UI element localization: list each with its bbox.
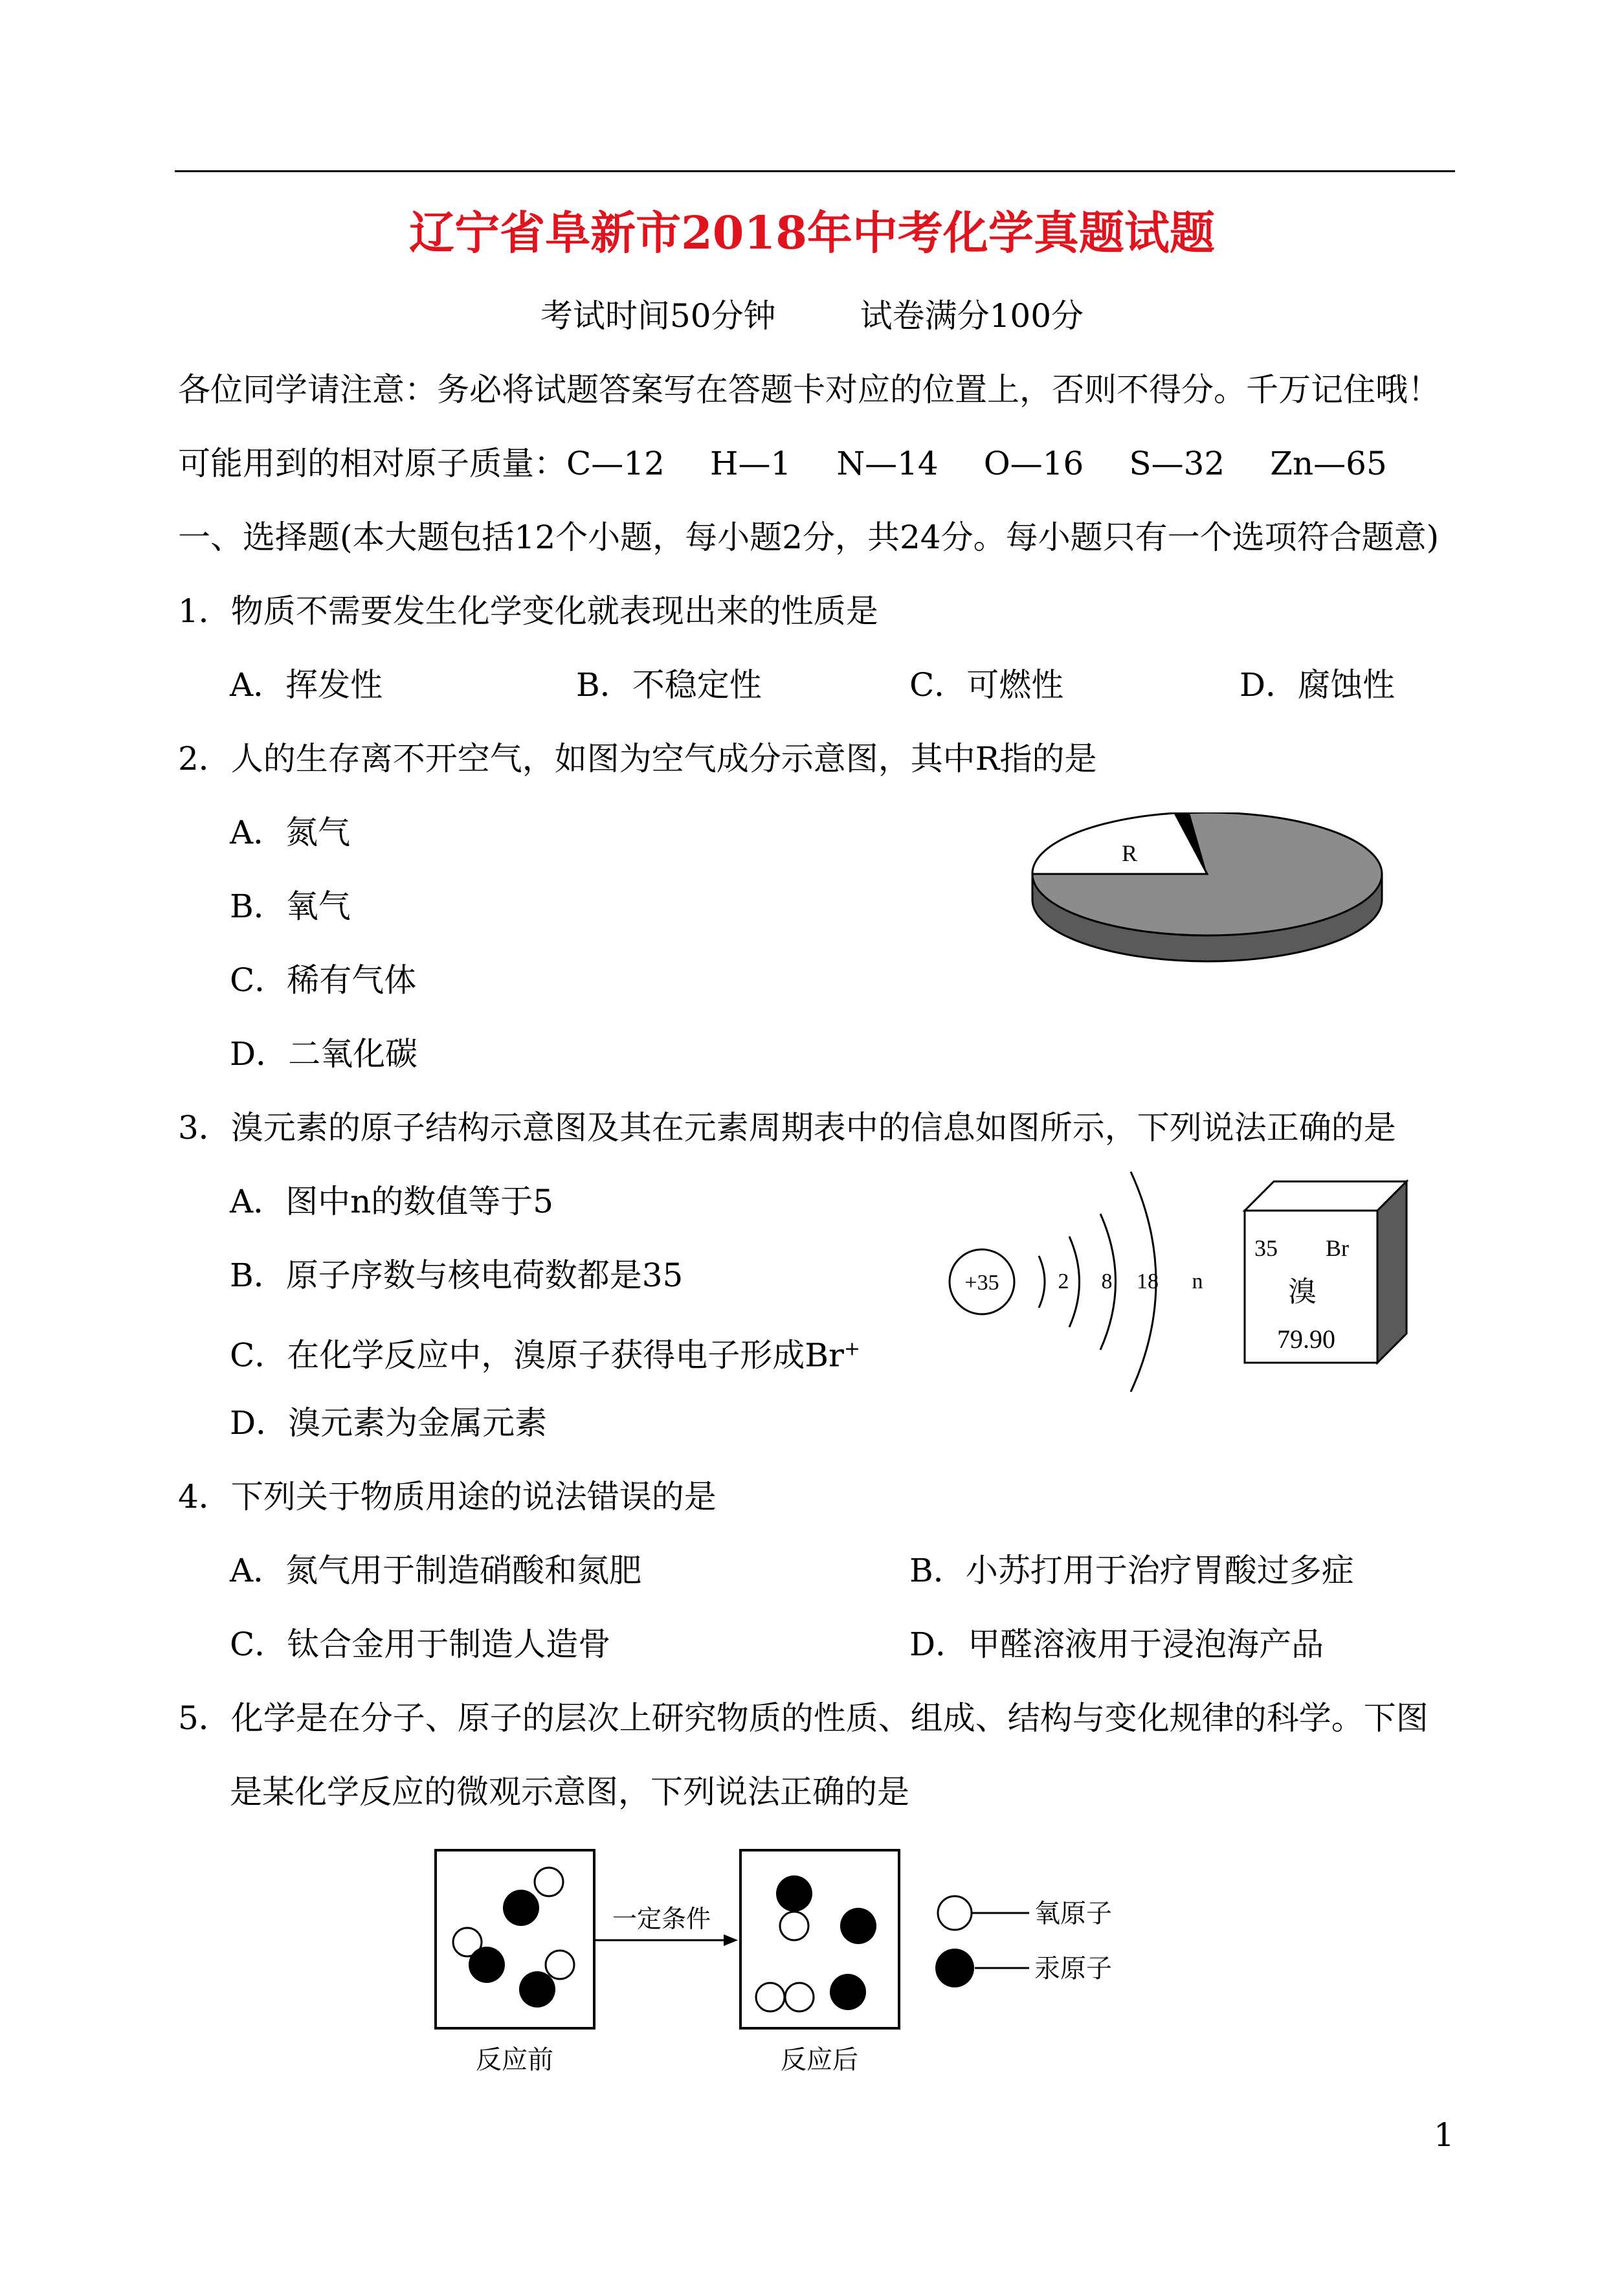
- mass-item: N—14: [836, 445, 939, 482]
- notice: 各位同学请注意：务必将试题答案写在答题卡对应的位置上，否则不得分。千万记住哦！: [178, 371, 1440, 408]
- full-score: 试卷满分100分: [860, 297, 1084, 335]
- oxygen-atom: [785, 1983, 814, 2011]
- charge-superscript: +: [843, 1337, 861, 1360]
- element-number: 35: [1254, 1235, 1278, 1261]
- shell-electrons: 2: [1058, 1270, 1069, 1293]
- reaction-micro-diagram: [434, 1848, 1146, 2088]
- option-b: B．氧气: [230, 888, 351, 925]
- oxygen-atom: [535, 1868, 563, 1896]
- shell-electrons: 18: [1137, 1270, 1159, 1293]
- mass-item: Zn—65: [1270, 445, 1387, 482]
- option-c: [230, 1330, 860, 1375]
- oxygen-atom: [780, 1912, 808, 1940]
- mass-item: O—16: [983, 445, 1084, 482]
- section-heading: 一、选择题(本大题包括12个小题，每小题2分，共24分。每小题只有一个选项符合题意): [178, 519, 1440, 556]
- question-stem: 5．化学是在分子、原子的层次上研究物质的性质、组成、结构与变化规律的科学。下图: [178, 1699, 1429, 1737]
- option-b: B．小苏打用于治疗胃酸过多症: [909, 1552, 1354, 1589]
- mercury-atom: [776, 1875, 812, 1912]
- option-b: B．不稳定性: [576, 666, 762, 704]
- oxygen-atom: [756, 1983, 784, 2011]
- nucleus-charge: +35: [964, 1271, 999, 1295]
- option-a: A．挥发性: [230, 666, 383, 704]
- question-stem: 1．物质不需要发生化学变化就表现出来的性质是: [178, 592, 878, 630]
- mass-item: S—32: [1129, 445, 1225, 482]
- legend-oxygen-symbol: [938, 1896, 972, 1930]
- after-label: 反应后: [781, 2045, 858, 2074]
- option-a: A．图中n的数值等于5: [230, 1183, 554, 1220]
- option-c: C．钛合金用于制造人造骨: [230, 1626, 611, 1663]
- shell-electrons: 8: [1101, 1270, 1113, 1293]
- option-b: B．原子序数与核电荷数都是35: [230, 1257, 684, 1294]
- option-c: C．稀有气体: [230, 961, 417, 999]
- legend-mercury-label: 汞原子: [1034, 1954, 1112, 1983]
- oxygen-atom: [546, 1951, 574, 1979]
- question-stem: 4．下列关于物质用途的说法错误的是: [178, 1478, 717, 1516]
- mercury-atom: [503, 1890, 539, 1926]
- air-composition-pie: [1029, 812, 1405, 968]
- question-stem: 3．溴元素的原子结构示意图及其在元素周期表中的信息如图所示，下列说法正确的是: [178, 1109, 1396, 1146]
- mass-item: H—1: [709, 445, 792, 482]
- pie-label-r: R: [1121, 840, 1138, 866]
- header-rule: [175, 170, 1455, 172]
- option-a: A．氮气: [230, 814, 351, 851]
- legend-oxygen-label: 氧原子: [1034, 1899, 1112, 1928]
- mercury-atom: [519, 1971, 555, 2008]
- option-a: A．氮气用于制造硝酸和氮肥: [230, 1552, 642, 1589]
- page-title: 辽宁省阜新市2018年中考化学真题试题: [409, 206, 1215, 260]
- option-d: D．甲醛溶液用于浸泡海产品: [909, 1626, 1324, 1663]
- before-label: 反应前: [476, 2045, 553, 2074]
- option-c-text: C．在化学反应中，溴原子获得电子形成Br: [230, 1336, 844, 1374]
- legend-mercury-symbol: [935, 1949, 974, 1987]
- mercury-atom: [840, 1908, 876, 1944]
- element-symbol: Br: [1326, 1235, 1349, 1261]
- page-number: 1: [1434, 2116, 1454, 2154]
- mercury-atom: [830, 1974, 866, 2010]
- option-d: D．二氧化碳: [230, 1035, 418, 1073]
- shell-electrons: n: [1192, 1270, 1203, 1293]
- option-d: D．溴元素为金属元素: [230, 1404, 548, 1442]
- arrow-label: 一定条件: [612, 1906, 711, 1933]
- mass-item: C—12: [566, 445, 665, 482]
- question-stem: 2．人的生存离不开空气，如图为空气成分示意图，其中R指的是: [178, 740, 1097, 777]
- element-name: 溴: [1288, 1276, 1317, 1308]
- element-card-bromine: [1241, 1178, 1410, 1366]
- bromine-atom-structure: [942, 1159, 1214, 1392]
- option-d: D．腐蚀性: [1240, 666, 1396, 704]
- option-c: C．可燃性: [909, 666, 1064, 704]
- question-stem-continued: 是某化学反应的微观示意图，下列说法正确的是: [230, 1773, 909, 1811]
- atomic-masses: [178, 444, 1432, 483]
- mercury-atom: [469, 1947, 505, 1983]
- exam-time: 考试时间50分钟: [540, 297, 776, 335]
- atomic-masses-label: 可能用到的相对原子质量：: [178, 445, 566, 482]
- exam-info: [0, 296, 1624, 335]
- element-mass: 79.90: [1277, 1325, 1335, 1354]
